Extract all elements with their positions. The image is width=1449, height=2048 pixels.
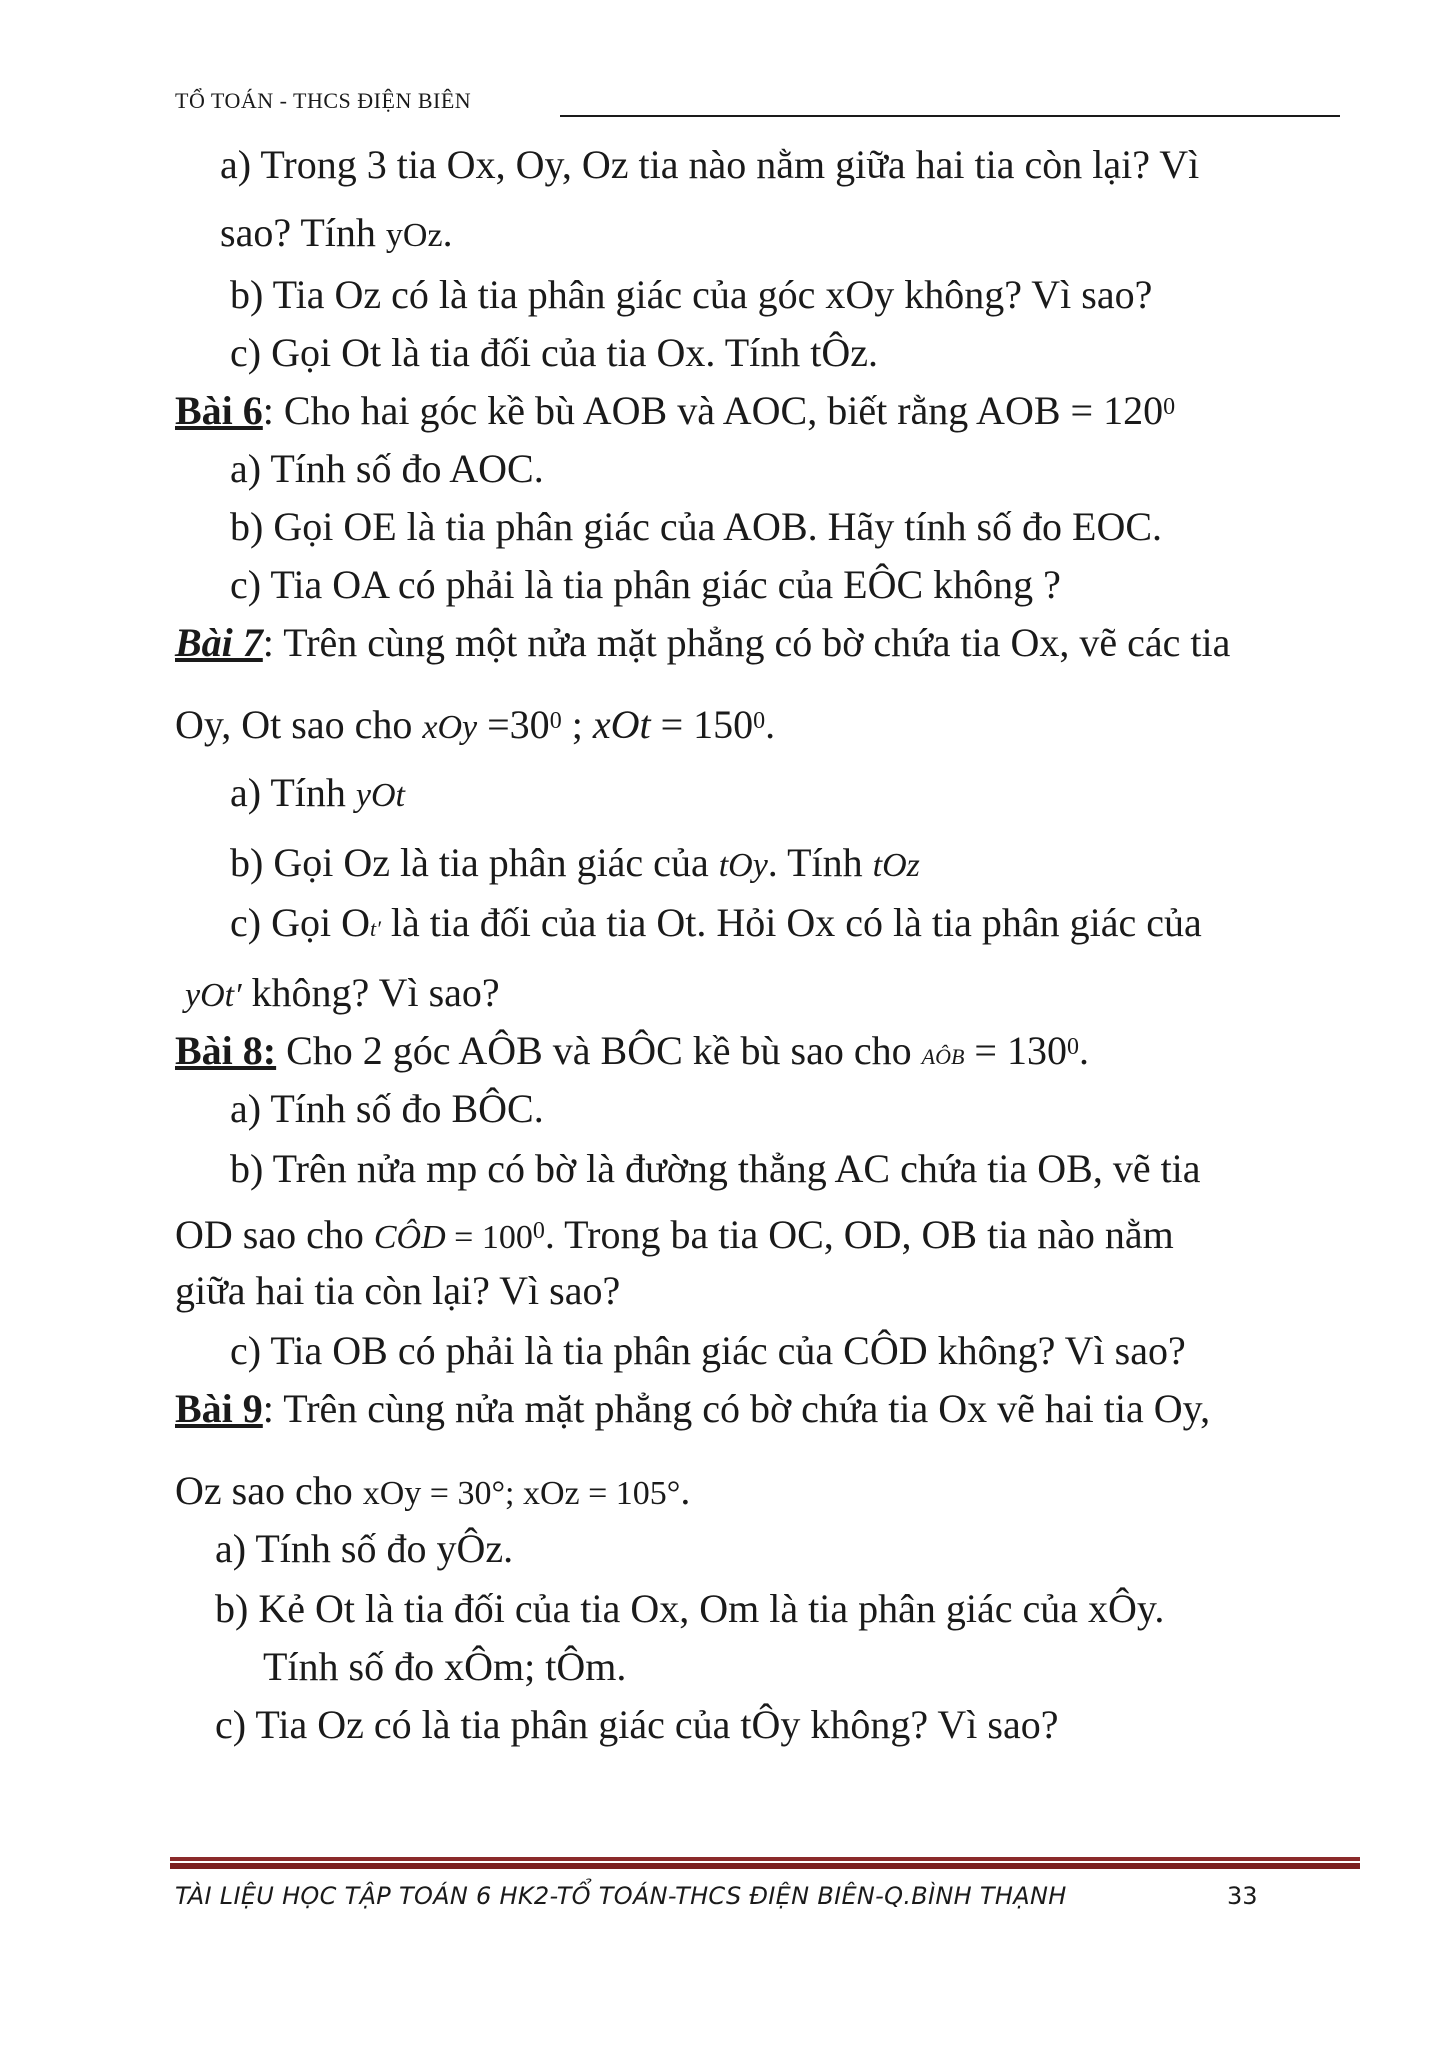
- exercise7-part-c: c) Gọi Ot′ là tia đối của tia Ot. Hỏi Ox có là tia phân giác của: [230, 900, 1202, 945]
- exercise5-part-c: c) Gọi Ot là tia đối của tia Ox. Tính tÔz.: [230, 330, 878, 375]
- exercise9-part-b: b) Kẻ Ot là tia đối của tia Ox, Om là tia phân giác của xÔy.: [215, 1586, 1165, 1631]
- exercise5-part-a-cont: sao? Tính yOz.: [220, 210, 453, 255]
- exercise8-part-c: c) Tia OB có phải là tia phân giác của CÔD không? Vì sao?: [230, 1328, 1186, 1373]
- math-tOy: tOy: [718, 847, 768, 884]
- exercise6-label: Bài 6: [175, 388, 263, 433]
- math-yOt-prime: yOt′: [185, 977, 242, 1014]
- math-xOy: xOy: [422, 709, 478, 746]
- math-xOt: xOt: [592, 702, 651, 747]
- exercise9-condition: Oz sao cho xOy = 30°; xOz = 105°.: [175, 1468, 691, 1513]
- math-t-prime: t′: [369, 916, 381, 941]
- exercise8-part-b-cont2: giữa hai tia còn lại? Vì sao?: [175, 1268, 621, 1313]
- exercise8-heading: Bài 8: Cho 2 góc AÔB và BÔC kề bù sao cho AÔB = $130^0$.: [175, 1028, 1089, 1073]
- exercise7-label: Bài 7: [175, 620, 263, 665]
- exercise9-label: Bài 9: [175, 1386, 263, 1431]
- page-header: [175, 88, 1340, 124]
- exercise9-heading: Bài 9: Trên cùng nửa mặt phẳng có bờ chứa tia Ox vẽ hai tia Oy,: [175, 1386, 1211, 1431]
- exercise5-part-b: b) Tia Oz có là tia phân giác của góc xOy không? Vì sao?: [230, 272, 1153, 317]
- exercise6-heading: Bài 6: Cho hai góc kề bù AOB và AOC, biết rằng AOB = $120^0$: [175, 388, 1176, 433]
- exercise8-label: Bài 8:: [175, 1028, 277, 1073]
- exercise6-part-a: a) Tính số đo AOC.: [230, 446, 544, 491]
- exercise6-part-c: c) Tia OA có phải là tia phân giác của EÔC không ?: [230, 562, 1061, 607]
- exercise5-part-a: a) Trong 3 tia Ox, Oy, Oz tia nào nằm giữa hai tia còn lại? Vì: [220, 142, 1200, 187]
- header-rule: [560, 115, 1340, 117]
- math-yOt: yOt: [355, 777, 405, 814]
- exercise7-heading: Bài 7: Trên cùng một nửa mặt phẳng có bờ chứa tia Ox, vẽ các tia: [175, 620, 1231, 665]
- exercise7-condition: Oy, Ot sao cho xOy $=30^0$ ; xOt = $150^0$.: [175, 702, 776, 747]
- exercise9-part-b-cont: Tính số đo xÔm; tÔm.: [263, 1644, 627, 1689]
- footer-rule: [170, 1857, 1360, 1871]
- footer-text: TÀI LIỆU HỌC TẬP TOÁN 6 HK2-TỔ TOÁN-THCS ĐIỆN BIÊN-Q.BÌNH THẠNH: [175, 1882, 1067, 1910]
- exercise8-part-b: b) Trên nửa mp có bờ là đường thẳng AC chứa tia OB, vẽ tia: [230, 1146, 1201, 1191]
- math-COD: CÔD: [373, 1219, 446, 1256]
- exercise7-part-b: b) Gọi Oz là tia phân giác của tOy. Tính tOz: [230, 840, 920, 885]
- page-number: 33: [1227, 1882, 1258, 1910]
- math-yOz: yOz: [385, 217, 443, 254]
- exercise7-part-c-cont: yOt′ không? Vì sao?: [185, 970, 500, 1015]
- exercise8-part-b-cont: OD sao cho CÔD = $100^0$. Trong ba tia OC, OD, OB tia nào nằm: [175, 1212, 1174, 1257]
- exercise9-part-c: c) Tia Oz có là tia phân giác của tÔy không? Vì sao?: [215, 1702, 1059, 1747]
- math-AOB: AÔB: [921, 1044, 965, 1069]
- exercise9-part-a: a) Tính số đo yÔz.: [215, 1526, 514, 1571]
- exercise7-part-a: a) Tính yOt: [230, 770, 405, 815]
- exercise8-part-a: a) Tính số đo BÔC.: [230, 1086, 544, 1131]
- math-tOz: tOz: [872, 847, 920, 884]
- header-text: TỔ TOÁN - THCS ĐIỆN BIÊN: [175, 88, 472, 113]
- exercise6-part-b: b) Gọi OE là tia phân giác của AOB. Hãy tính số đo EOC.: [230, 504, 1163, 549]
- math-angles: xOy = 30°; xOz = 105°: [362, 1475, 681, 1512]
